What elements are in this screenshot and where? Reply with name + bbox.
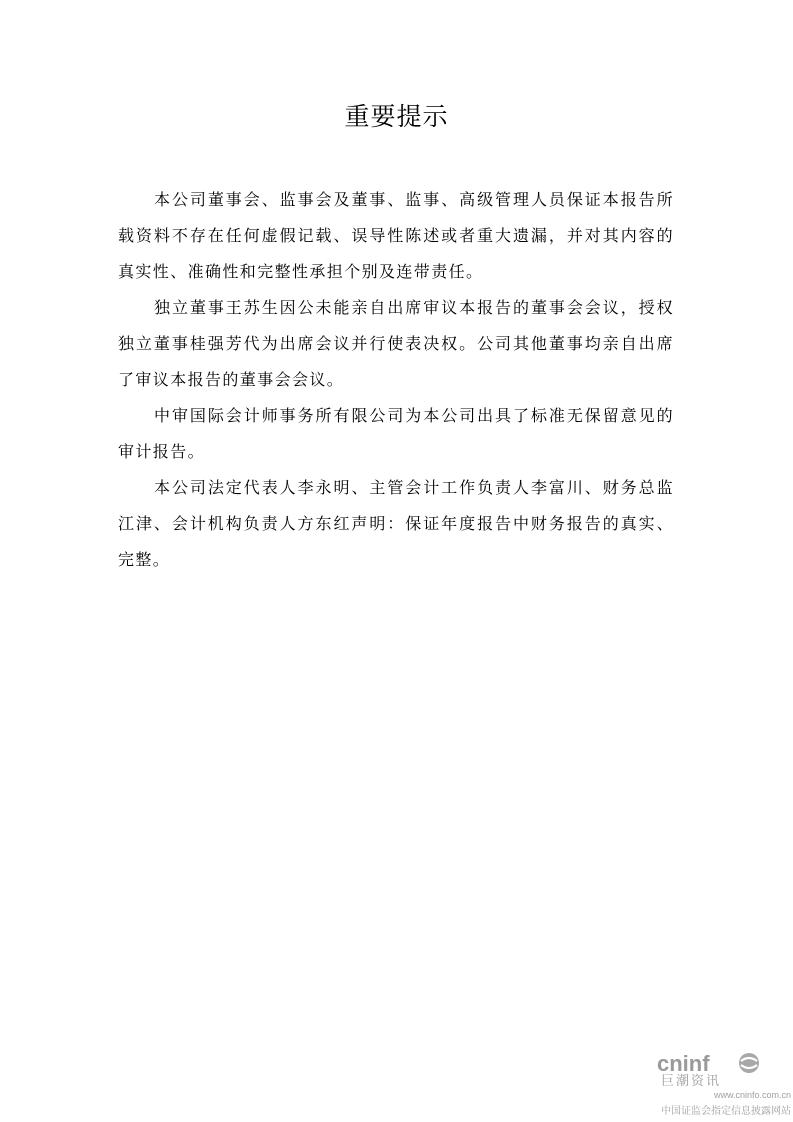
- paragraph-responsibility: 本公司董事会、监事会及董事、监事、高级管理人员保证本报告所载资料不存在任何虚假记载、误导性陈述或者重大遗漏，并对其内容的真实性、准确性和完整性承担个别及连带责任。: [118, 190, 674, 281]
- page-title: 重要提示: [344, 102, 449, 131]
- document-body: [118, 182, 674, 578]
- logo-name-cn: 巨潮资讯: [661, 1074, 722, 1089]
- paragraph-independent-director: 独立董事王苏生因公未能亲自出席审议本报告的董事会会议，授权独立董事桂强芳代为出席会议并行使表决权。公司其他董事均亲自出席了审议本报告的董事会会议。: [118, 298, 674, 389]
- paragraph-legal-statement: 本公司法定代表人李永明、主管会计工作负责人李富川、财务总监江津、会计机构负责人方东红声明：保证年度报告中财务报告的真实、完整。: [118, 478, 674, 569]
- logo-wordmark: cninf: [657, 1051, 710, 1076]
- cninfo-watermark: [633, 1050, 793, 1120]
- logo-url: www.cninfo.com.cn: [713, 1090, 791, 1100]
- logo-tagline: 中国证监会指定信息披露网站: [661, 1106, 791, 1117]
- paragraph-audit-opinion: 中审国际会计师事务所有限公司为本公司出具了标准无保留意见的审计报告。: [118, 406, 674, 461]
